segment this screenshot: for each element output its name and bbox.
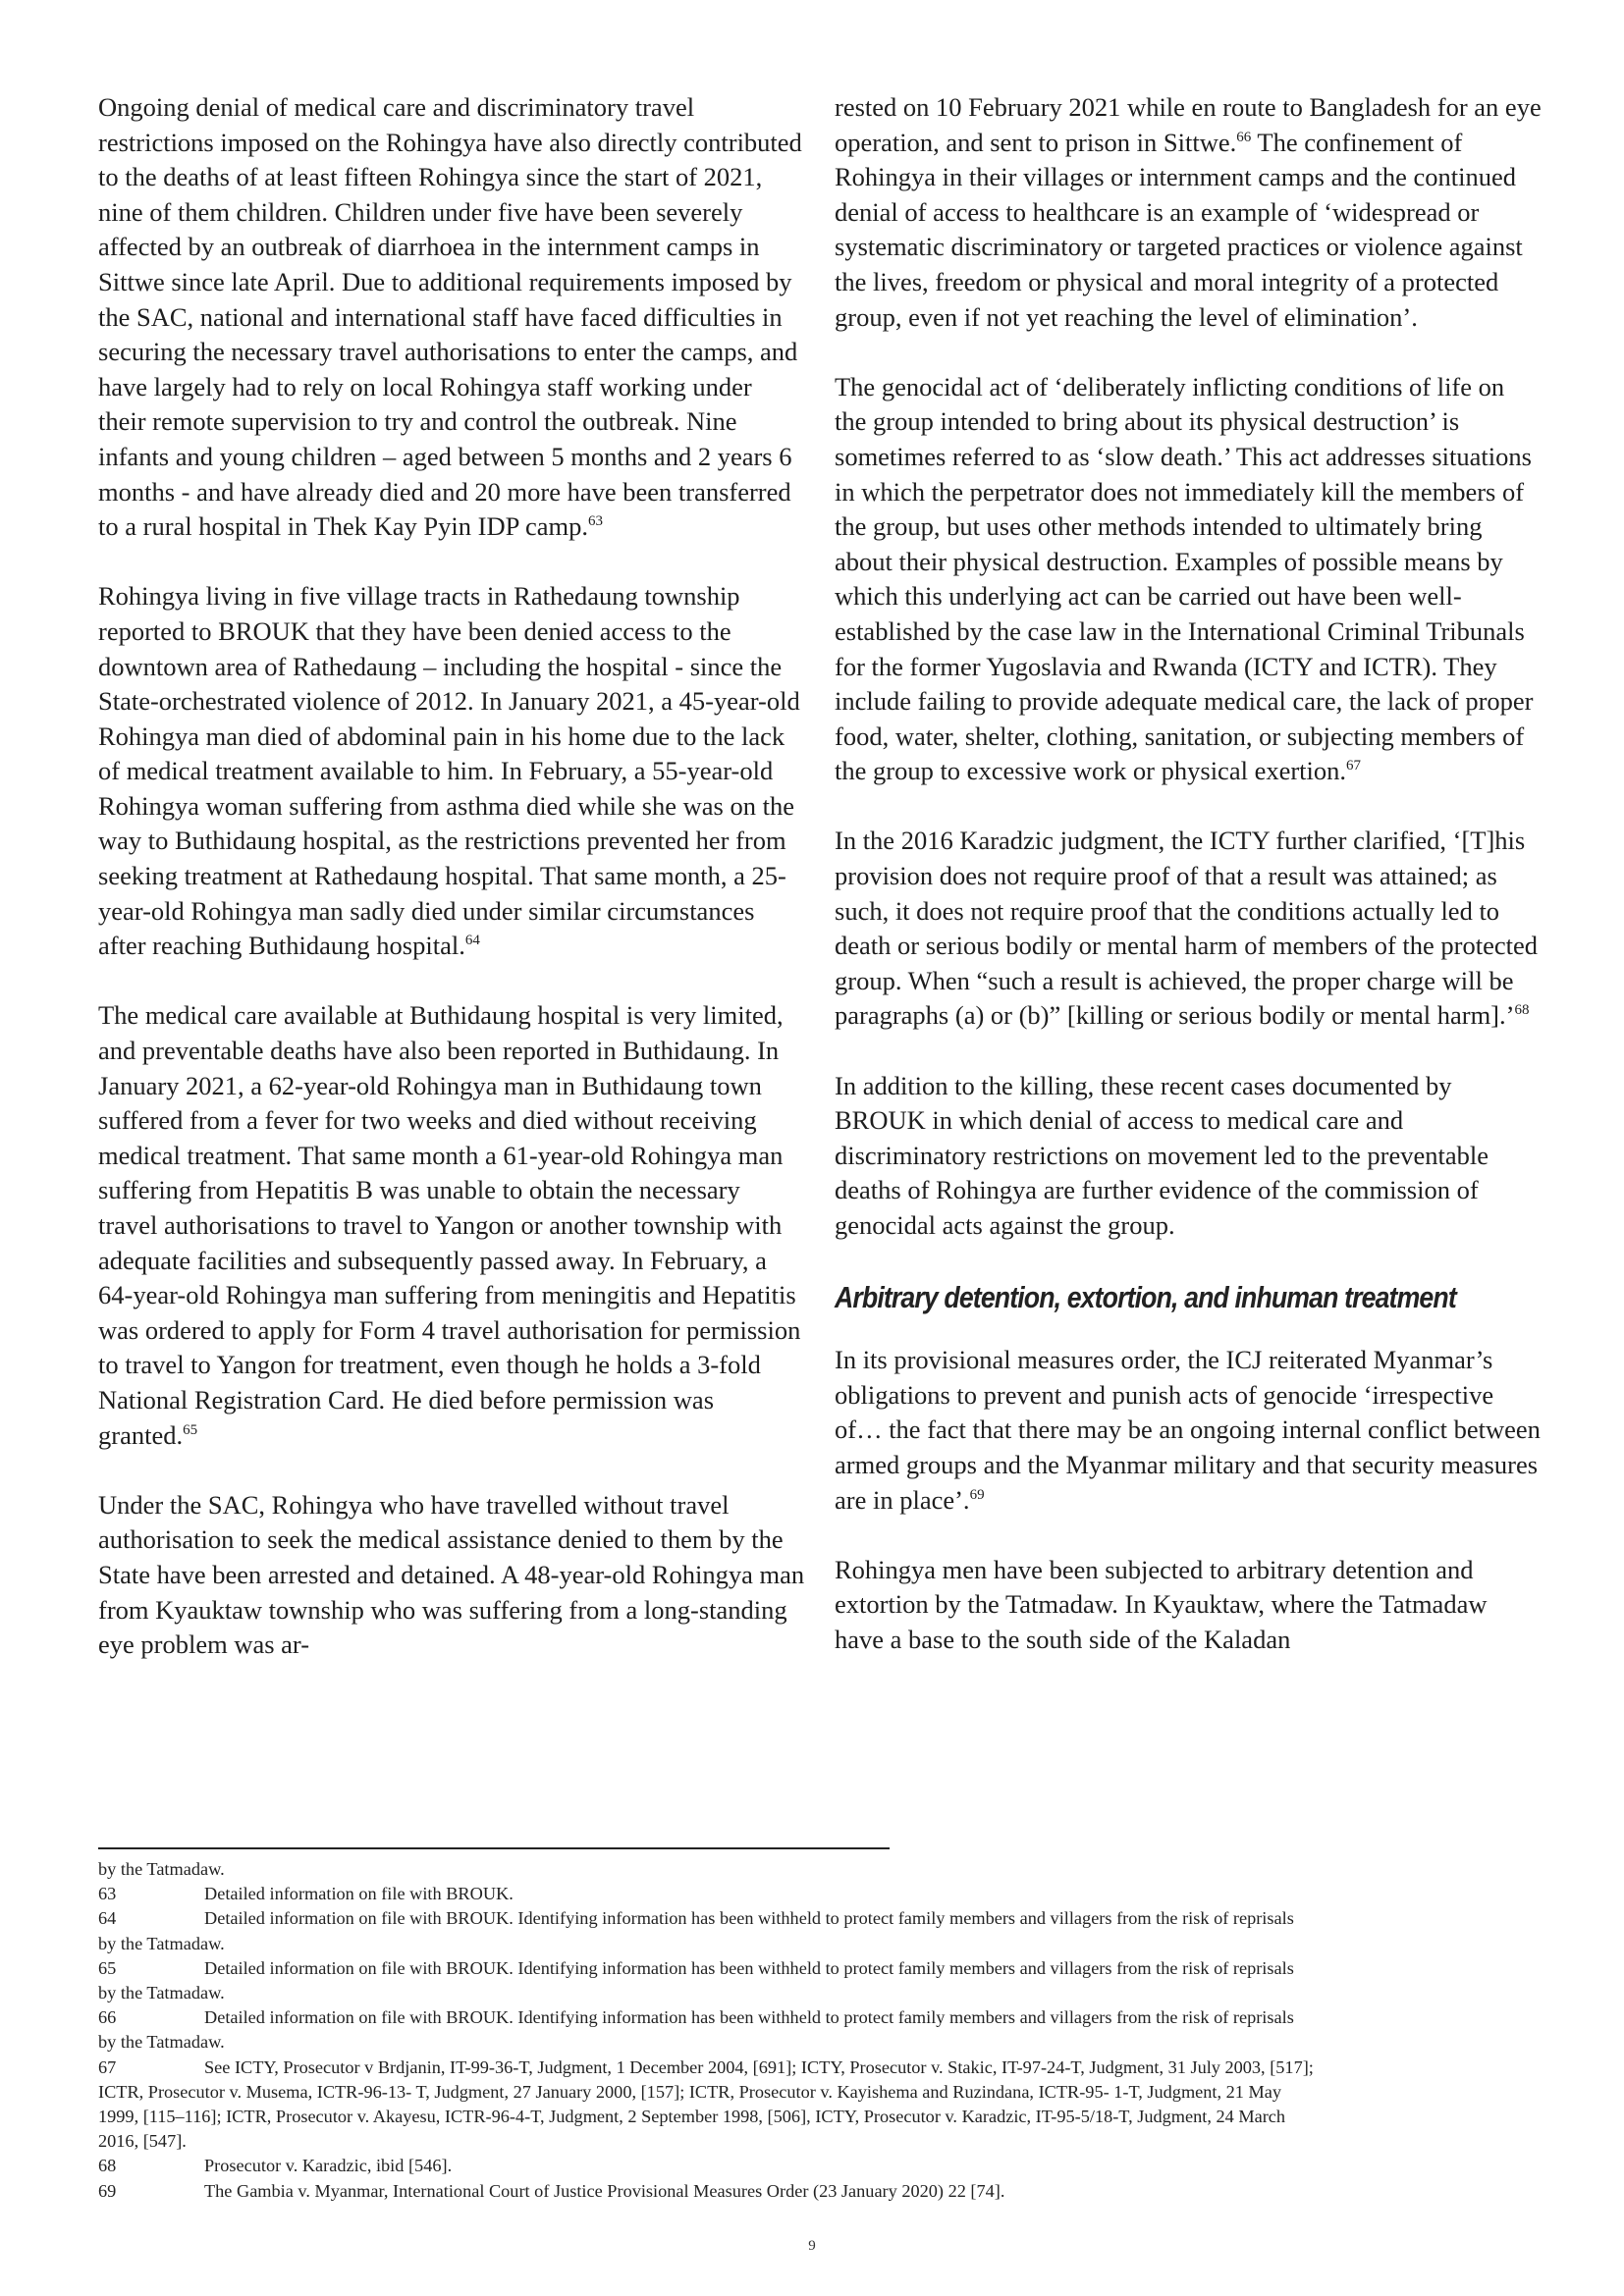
footnote-ref[interactable]: 66 <box>1236 129 1252 145</box>
footnote-number: 64 <box>98 1908 117 1929</box>
footnote-continuation: ICTR, Prosecutor v. Musema, ICTR-96-13- T, Judgment, 27 January 2000, [157]; ICTR, Prosecutor v. Kayishema and Ruzindana, ICTR-95- 1-T, Judgment, 21 May <box>98 2081 1282 2102</box>
footnote-ref[interactable]: 64 <box>464 933 480 949</box>
paragraph: Rohingya men have been subjected to arbitrary detention and extortion by the Tatmadaw. In Kyauktaw, where the Tatmadaw have a base to the south side of the Kaladan <box>835 1554 1488 1654</box>
footnote-ref[interactable]: 63 <box>588 513 603 530</box>
footnote-ref[interactable]: 67 <box>1346 758 1362 774</box>
footnote-divider <box>98 1847 890 1849</box>
paragraph: Ongoing denial of medical care and discriminatory travel restrictions imposed on the Rohingya have also directly contributed to the deaths of at least fifteen Rohingya since the start of 2021, nine of them children. Children under five have been severely affected by an outbreak of diarrhoea in the internment camps in Sittwe since late April. Due to additional requirements imposed by the SAC, national and international staff have faced difficulties in securing the necessary travel authorisations to enter the camps, and have largely had to rely on local Rohingya staff working under their remote supervision to try and control the outbreak. Nine infants and young children – aged between 5 months and 2 years 6 months - and have already died and 20 more have been transferred to a rural hospital in Thek Kay Pyin IDP camp.$^{63}$ <box>98 92 802 542</box>
left-column <box>98 90 805 1697</box>
footnote-continuation: 1999, [115–116]; ICTR, Prosecutor v. Akayesu, ICTR-96-4-T, Judgment, 2 September 1998, [506], ICTY, Prosecutor v. Karadzic, IT-95-5/18-T, Judgment, 24 March <box>98 2107 1286 2127</box>
footnote-item: 64 Detailed information on file with BROUK. Identifying information has been withheld to protect family members and villagers from the risk of reprisals <box>98 1906 1532 1931</box>
paragraph: The genocidal act of ‘deliberately inflicting conditions of life on the group intended to bring about its physical destruction’ is sometimes referred to as ‘slow death.’ This act addresses situations in which the perpetrator does not immediately kill the members of the group, but uses other methods intended to ultimately bring about their physical destruction. Examples of possible means by which this underlying act can be carried out have been well-established by the case law in the International Criminal Tribunals for the former Yugoslavia and Rwanda (ICTY and ICTR). They include failing to provide adequate medical care, the lack of proper food, water, shelter, clothing, sanitation, or subjecting members of the group to excessive work or physical exertion.$^{67}$ <box>835 371 1534 786</box>
paragraph: The medical care available at Buthidaung hospital is very limited, and preventable deaths have also been reported in Buthidaung. In January 2021, a 62-year-old Rohingya man in Buthidaung town suffered from a fever for two weeks and died without receiving medical treatment. That same month a 61-year-old Rohingya man suffering from Hepatitis B was unable to obtain the necessary travel authorisations to travel to Yangon or another township with adequate facilities and subsequently passed away. In February, a 64-year-old Rohingya man suffering from meningitis and Hepatitis was ordered to apply for Form 4 travel authorisation for permission to travel to Yangon for treatment, even though he holds a 3-fold National Registration Card. He died before permission was granted.$^{65}$ <box>98 1000 801 1450</box>
footnote-ref[interactable]: 69 <box>969 1486 985 1503</box>
footnote-number: 69 <box>98 2180 117 2201</box>
footnotes <box>98 1857 1532 2204</box>
footnote-ref[interactable]: 68 <box>1514 1002 1530 1019</box>
footnote-number: 63 <box>98 1884 117 1904</box>
footnote-item: 67 See ICTY, Prosecutor v Brdjanin, IT-99-36-T, Judgment, 1 December 2004, [691]; ICTY, Prosecutor v. Stakic, IT-97-24-T, Judgment, 31 July 2003, [517]; <box>98 2056 1532 2080</box>
footnote-continuation: 2016, [547]. <box>98 2131 187 2152</box>
footnote-number: 66 <box>98 2007 117 2028</box>
paragraph: In the 2016 Karadzic judgment, the ICTY further clarified, ‘[T]his provision does not require proof of that a result was attained; as such, it does not require proof that the conditions actually led to death or serious bodily or mental harm of members of the protected group. When “such a result is achieved, the proper charge will be paragraphs (a) or (b)” [killing or serious bodily or mental harm].’$^{68}$ <box>835 826 1539 1031</box>
paragraph: In addition to the killing, these recent cases documented by BROUK in which denial of access to medical care and discriminatory restrictions on movement led to the preventable deaths of Rohingya are further evidence of the commission of genocidal acts against the group. <box>835 1070 1489 1240</box>
page-number: 9 <box>808 2238 816 2254</box>
paragraph: Rohingya living in five village tracts in Rathedaung township reported to BROUK that they have been denied access to the downtown area of Rathedaung – including the hospital - since the State-orchestrated violence of 2012. In January 2021, a 45-year-old Rohingya man died of abdominal pain in his home due to the lack of medical treatment available to him. In February, a 55-year-old Rohingya woman suffering from asthma died while she was on the way to Buthidaung hospital, as the restrictions prevented her from seeking treatment at Rathedaung hospital. That same month, a 25-year-old Rohingya man sadly died under similar circumstances after reaching Buthidaung hospital.$^{64}$ <box>98 581 800 961</box>
paragraph: In its provisional measures order, the ICJ reiterated Myanmar’s obligations to prevent and punish acts of genocide ‘irrespective of… the fact that there may be an ongoing internal conflict between armed groups and the Myanmar military and that security measures are in place’.$^{69}$ <box>835 1345 1541 1515</box>
section-heading: Arbitrary detention, extortion, and inhuman treatment <box>835 1280 1456 1315</box>
footnote-continuation: by the Tatmadaw. <box>98 2032 225 2053</box>
footnote-carryover: by the Tatmadaw. <box>98 1859 225 1879</box>
footnote-continuation: by the Tatmadaw. <box>98 1933 225 1953</box>
paragraph: Under the SAC, Rohingya who have travelled without travel authorisation to seek the medical assistance denied to them by the State have been arrested and detained. A 48-year-old Rohingya man from Kyauktaw township who was suffering from a long-standing eye problem was ar- <box>98 1489 805 1660</box>
footnote-item: 66 Detailed information on file with BROUK. Identifying information has been withheld to protect family members and villagers from the risk of reprisals <box>98 2005 1532 2030</box>
footnote-item: 63 Detailed information on file with BROUK. <box>98 1882 1532 1906</box>
footnote-item: 65 Detailed information on file with BROUK. Identifying information has been withheld to protect family members and villagers from the risk of reprisals <box>98 1956 1532 1981</box>
footnote-ref[interactable]: 65 <box>183 1421 198 1438</box>
footnote-number: 67 <box>98 2056 117 2077</box>
footnote-number: 65 <box>98 1957 117 1978</box>
paragraph: rested on 10 February 2021 while en route to Bangladesh for an eye operation, and sent to prison in Sittwe.$^{66}$ The confinement of Rohingya in their villages or internment camps and the continued denial of access to healthcare is an example of ‘widespread or systematic discriminatory or targeted practices or violence against the lives, freedom or physical and moral integrity of a protected group, even if not yet reaching the level of elimination’. <box>835 92 1542 332</box>
footnote-item: 68 Prosecutor v. Karadzic, ibid [546]. <box>98 2154 1532 2178</box>
footnote-continuation: by the Tatmadaw. <box>98 1983 225 2003</box>
footnote-item: 69 The Gambia v. Myanmar, International Court of Justice Provisional Measures Order (23 January 2020) 22 [74]. <box>98 2179 1532 2204</box>
right-column <box>835 90 1542 1692</box>
footnote-number: 68 <box>98 2156 117 2176</box>
